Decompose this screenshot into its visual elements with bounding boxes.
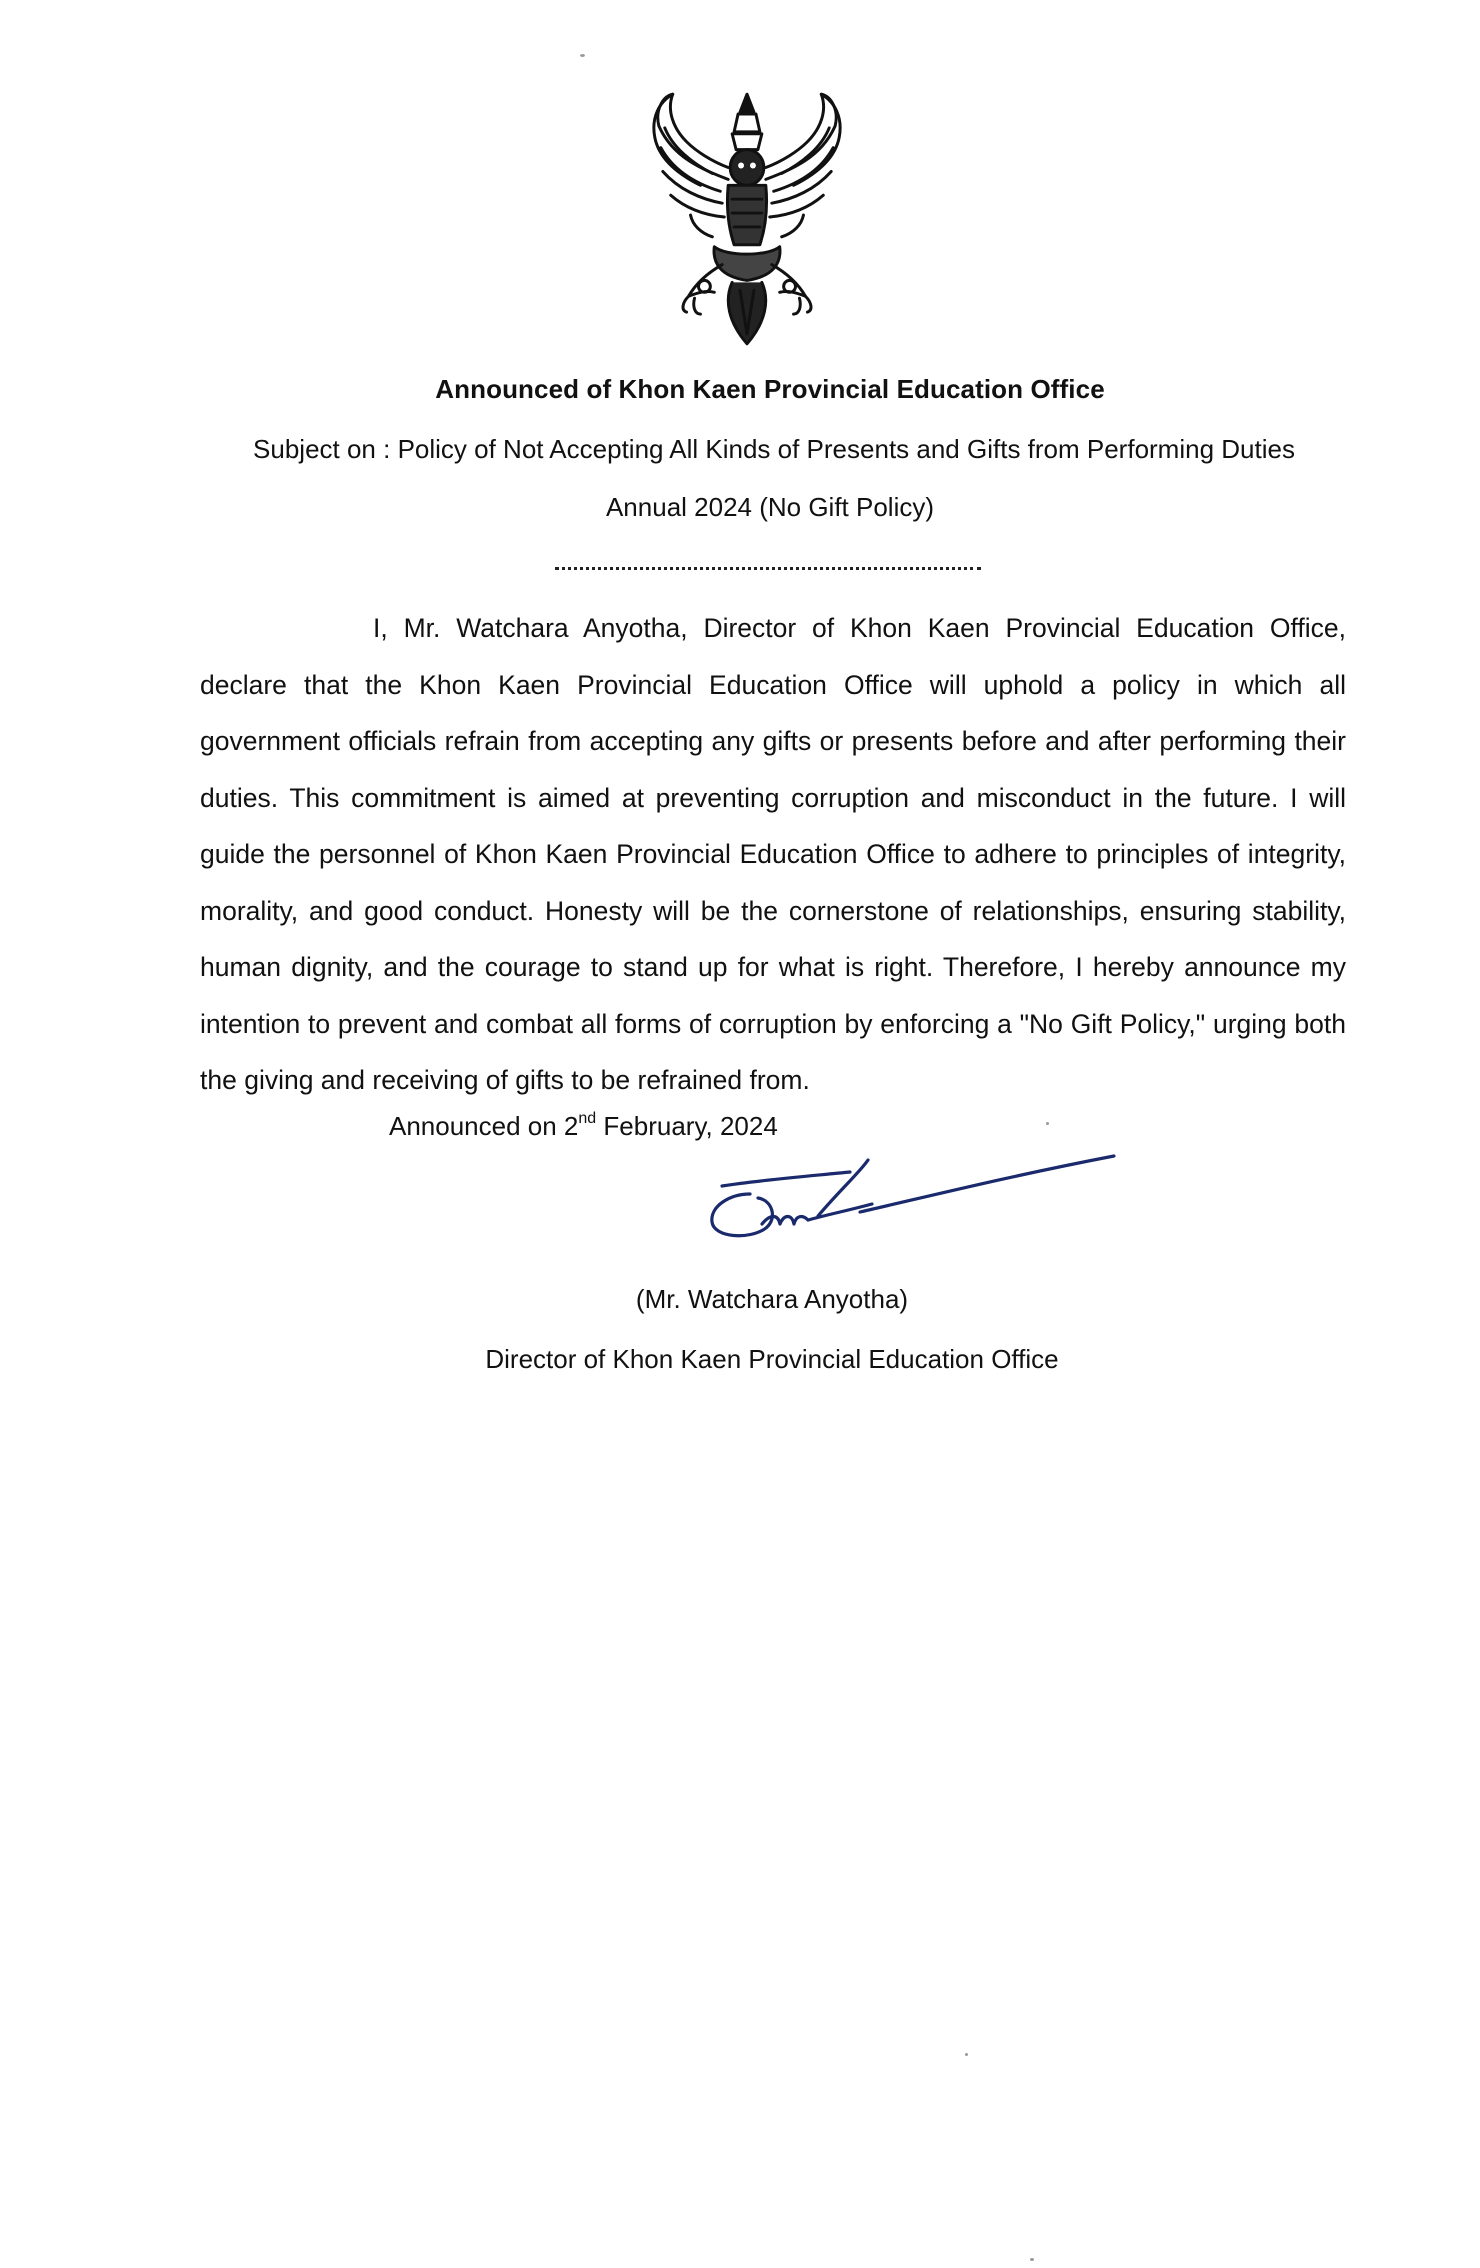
dotted-separator bbox=[555, 567, 981, 570]
garuda-emblem-icon bbox=[643, 88, 851, 350]
body-paragraph: I, Mr. Watchara Anyotha, Director of Khon Kaen Provincial Education Office, declare that the Khon Kaen Provincial Education Office will uphold a policy in which all government officials refrain from accepting any gifts or presents before and after performing their duties. This commitment is aimed at preventing corruption and misconduct in the future. I will guide the personnel of Khon Kaen Provincial Education Office to adhere to principles of integrity, morality, and good conduct. Honesty will be the cornerstone of relationships, ensuring stability, human dignity, and the courage to stand up for what is right. Therefore, I hereby announce my intention to prevent and combat all forms of corruption by enforcing a "No Gift Policy," urging both the giving and receiving of gifts to be refrained from. bbox=[200, 613, 1346, 1095]
body-text bbox=[200, 600, 1346, 1109]
document-subject: Subject on : Policy of Not Accepting All Kinds of Presents and Gifts from Performing Duties bbox=[253, 434, 1295, 464]
announcement-day-suffix: nd bbox=[578, 1110, 597, 1128]
scan-speck bbox=[580, 54, 585, 57]
handwritten-signature bbox=[700, 1150, 1130, 1260]
signer-title: Director of Khon Kaen Provincial Education Office bbox=[485, 1344, 1059, 1374]
announcement-date-prefix: Announced on 2 bbox=[389, 1111, 579, 1141]
signer-name: (Mr. Watchara Anyotha) bbox=[635, 1284, 909, 1314]
announcement-date bbox=[389, 1111, 778, 1142]
scan-speck bbox=[965, 2053, 968, 2056]
document-annual-line: Annual 2024 (No Gift Policy) bbox=[605, 492, 935, 522]
document-title: Announced of Khon Kaen Provincial Education Office bbox=[435, 374, 1105, 404]
scan-speck bbox=[1046, 1122, 1049, 1125]
scan-speck bbox=[1030, 2258, 1034, 2261]
announcement-date-rest: February, 2024 bbox=[596, 1111, 778, 1141]
